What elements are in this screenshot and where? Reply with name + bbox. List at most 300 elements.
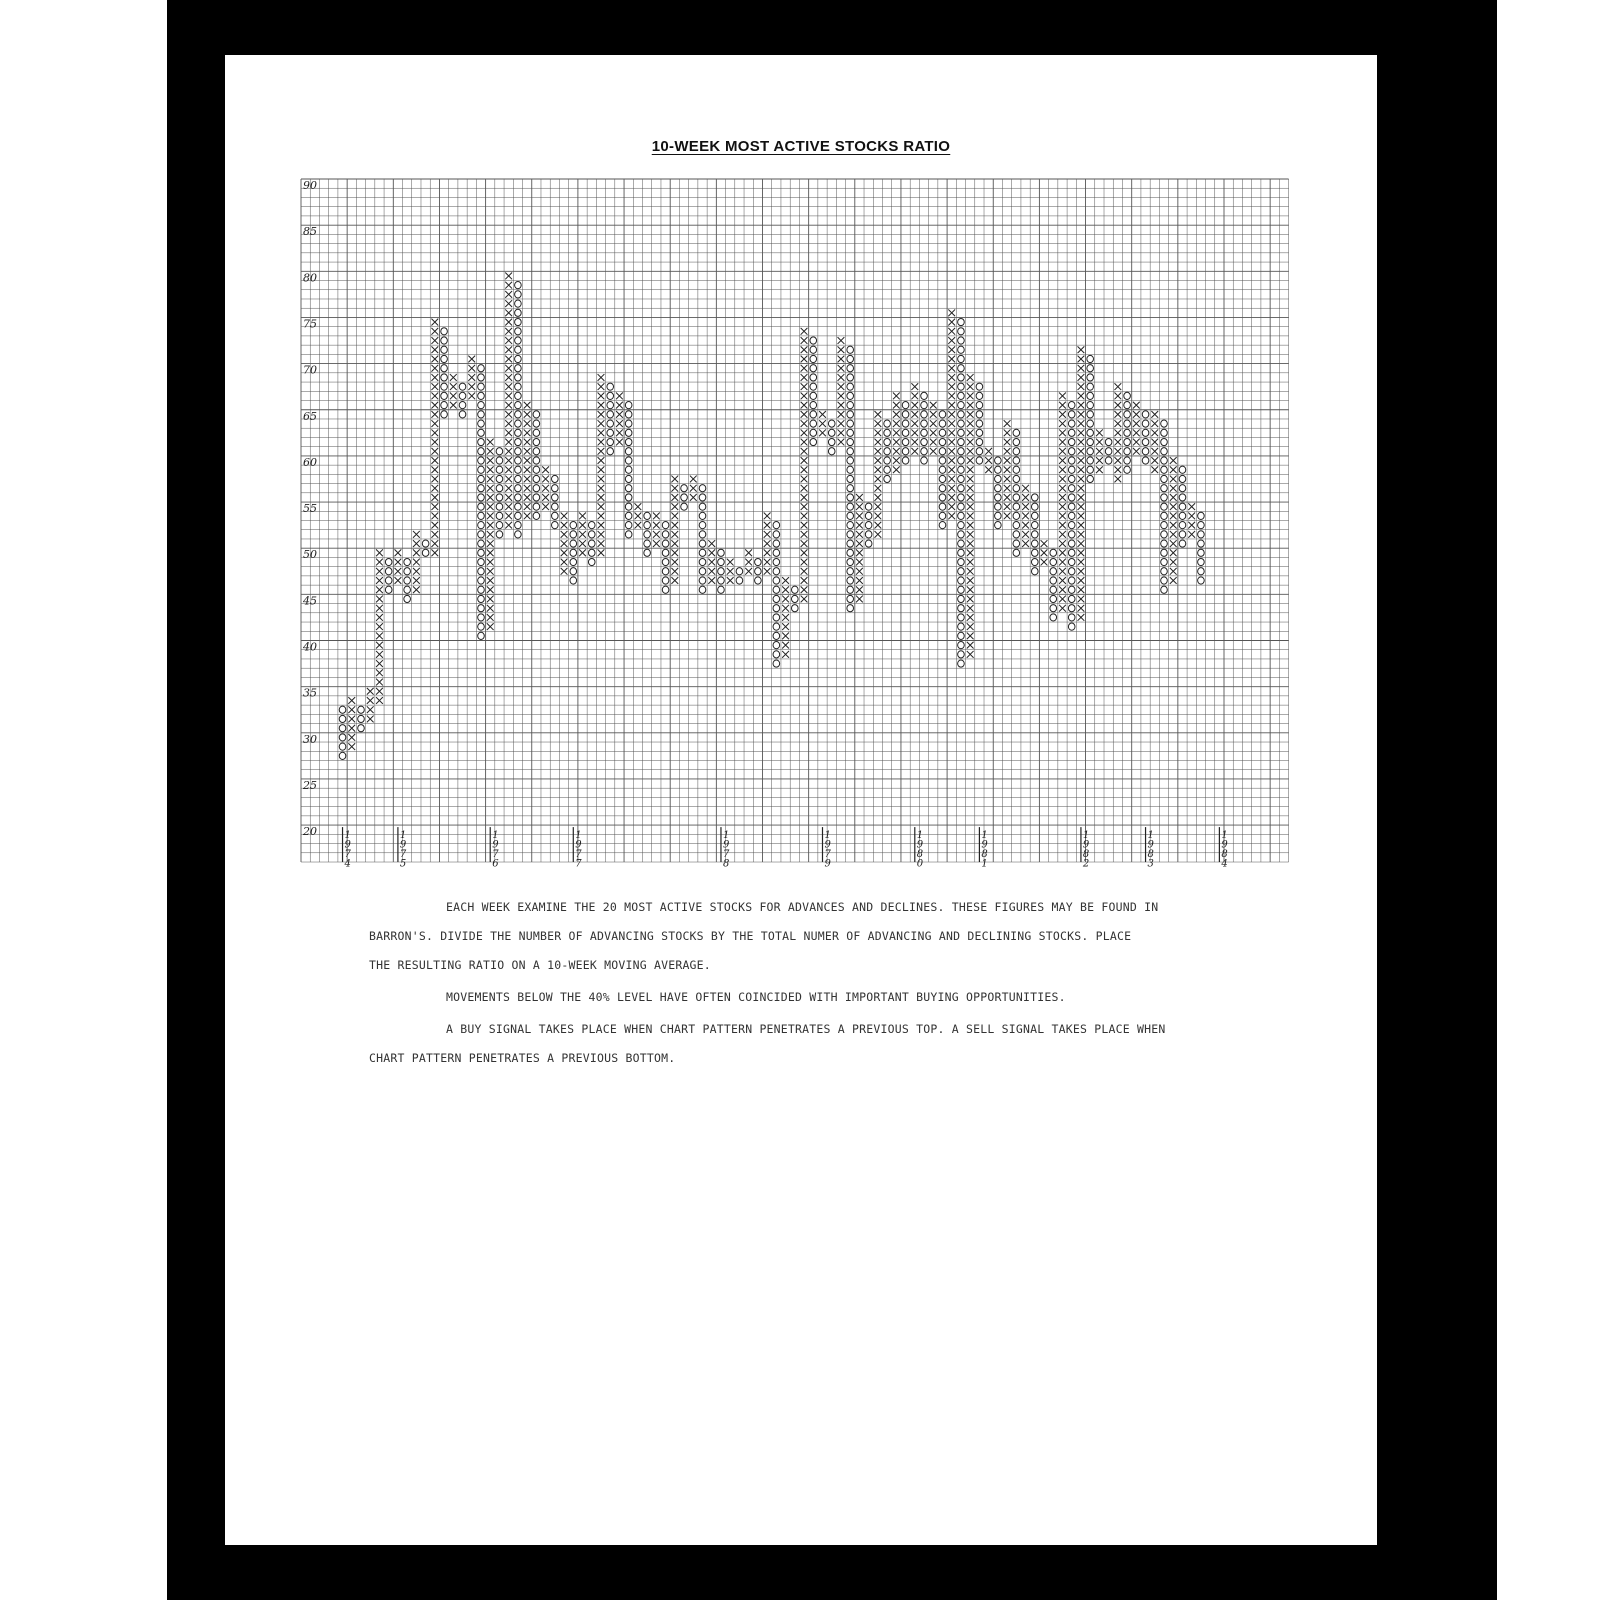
o-mark <box>515 291 522 298</box>
o-mark <box>1031 494 1038 501</box>
year-label-digit: 3 <box>1147 858 1154 870</box>
o-mark <box>773 623 780 630</box>
o-mark <box>478 392 485 399</box>
o-mark <box>552 512 559 519</box>
o-mark <box>515 457 522 464</box>
o-mark <box>515 420 522 427</box>
o-mark <box>847 457 854 464</box>
o-mark <box>1142 448 1149 455</box>
o-mark <box>699 531 706 538</box>
o-mark <box>644 549 651 556</box>
year-label-digit: 1 <box>344 830 351 842</box>
o-mark <box>533 411 540 418</box>
o-mark <box>958 558 965 565</box>
o-mark <box>478 558 485 565</box>
year-label-digit: 1 <box>575 830 582 842</box>
o-mark <box>404 568 411 575</box>
o-mark <box>607 438 614 445</box>
o-mark <box>773 531 780 538</box>
year-label-digit: 0 <box>916 858 924 870</box>
o-mark <box>1179 475 1186 482</box>
o-mark <box>607 402 614 409</box>
year-label-digit: 9 <box>399 839 407 851</box>
o-mark <box>1124 402 1131 409</box>
o-mark <box>1013 503 1020 510</box>
o-mark <box>939 448 946 455</box>
note-line: A BUY SIGNAL TAKES PLACE WHEN CHART PATTERN PENETRATES A PREVIOUS TOP. A SELL SIGNAL TAKES PLACE WHEN <box>446 1022 1166 1036</box>
o-mark <box>478 503 485 510</box>
o-mark <box>773 632 780 639</box>
o-mark <box>1161 429 1168 436</box>
o-mark <box>995 494 1002 501</box>
o-mark <box>958 365 965 372</box>
o-mark <box>773 540 780 547</box>
year-label-digit: 9 <box>492 839 499 851</box>
o-mark <box>1161 522 1168 529</box>
o-mark <box>496 466 503 473</box>
o-mark <box>533 420 540 427</box>
o-mark <box>1161 466 1168 473</box>
o-mark <box>1013 494 1020 501</box>
o-mark <box>1050 614 1057 621</box>
o-mark <box>1142 420 1149 427</box>
o-mark <box>699 540 706 547</box>
o-mark <box>921 411 928 418</box>
o-mark <box>902 457 909 464</box>
o-mark <box>515 411 522 418</box>
o-mark <box>459 402 466 409</box>
o-mark <box>939 503 946 510</box>
o-mark <box>478 438 485 445</box>
o-mark <box>1050 595 1057 602</box>
o-mark <box>459 383 466 390</box>
o-mark <box>958 485 965 492</box>
o-mark <box>570 549 577 556</box>
o-mark <box>847 605 854 612</box>
o-mark <box>1068 531 1075 538</box>
o-mark <box>515 318 522 325</box>
o-mark <box>1068 457 1075 464</box>
o-mark <box>810 365 817 372</box>
y-tick-label: 20 <box>303 825 317 839</box>
o-mark <box>1068 549 1075 556</box>
o-mark <box>1068 503 1075 510</box>
o-mark <box>718 558 725 565</box>
o-mark <box>1087 355 1094 362</box>
o-mark <box>828 420 835 427</box>
o-mark <box>1068 429 1075 436</box>
o-mark <box>1031 522 1038 529</box>
o-mark <box>1068 466 1075 473</box>
chart-title: 10-WEEK MOST ACTIVE STOCKS RATIO <box>651 138 951 155</box>
o-mark <box>1161 586 1168 593</box>
o-mark <box>810 355 817 362</box>
o-mark <box>828 438 835 445</box>
o-mark <box>958 420 965 427</box>
o-mark <box>792 586 799 593</box>
o-mark <box>552 494 559 501</box>
o-mark <box>1068 577 1075 584</box>
o-mark <box>607 383 614 390</box>
o-mark <box>515 346 522 353</box>
o-mark <box>884 420 891 427</box>
o-mark <box>1068 595 1075 602</box>
o-mark <box>792 595 799 602</box>
o-mark <box>1161 457 1168 464</box>
o-mark <box>570 531 577 538</box>
o-mark <box>625 485 632 492</box>
o-mark <box>625 438 632 445</box>
o-mark <box>847 503 854 510</box>
o-mark <box>1013 540 1020 547</box>
y-tick-label: 50 <box>303 548 317 562</box>
o-mark <box>441 346 448 353</box>
o-mark <box>552 503 559 510</box>
o-mark <box>644 540 651 547</box>
y-tick-label: 30 <box>303 732 317 746</box>
o-mark <box>496 448 503 455</box>
o-mark <box>625 522 632 529</box>
o-mark <box>478 374 485 381</box>
o-mark <box>958 337 965 344</box>
o-mark <box>1087 374 1094 381</box>
o-mark <box>385 568 392 575</box>
o-mark <box>958 642 965 649</box>
o-mark <box>1142 411 1149 418</box>
o-mark <box>1068 614 1075 621</box>
o-mark <box>552 475 559 482</box>
year-label-digit: 1 <box>722 830 730 842</box>
o-mark <box>515 392 522 399</box>
o-mark <box>939 429 946 436</box>
o-mark <box>478 512 485 519</box>
year-label-digit: 8 <box>722 858 730 870</box>
o-mark <box>1068 522 1075 529</box>
o-mark <box>1142 429 1149 436</box>
o-mark <box>1198 577 1205 584</box>
year-label-digit: 7 <box>344 849 351 861</box>
o-mark <box>515 355 522 362</box>
o-mark <box>1105 448 1112 455</box>
year-label-digit: 1 <box>492 830 499 842</box>
o-mark <box>515 365 522 372</box>
o-mark <box>607 448 614 455</box>
o-mark <box>1179 466 1186 473</box>
o-mark <box>1179 512 1186 519</box>
o-mark <box>958 605 965 612</box>
note-line: BARRON'S. DIVIDE THE NUMBER OF ADVANCING STOCKS BY THE TOTAL NUMER OF ADVANCING AND DECLINING STOCKS. PLACE <box>369 929 1132 943</box>
o-mark <box>1068 540 1075 547</box>
o-mark <box>588 549 595 556</box>
o-mark <box>958 328 965 335</box>
y-tick-label: 70 <box>303 363 317 377</box>
o-mark <box>1179 503 1186 510</box>
o-mark <box>847 448 854 455</box>
o-mark <box>570 522 577 529</box>
o-mark <box>958 383 965 390</box>
o-mark <box>995 522 1002 529</box>
o-mark <box>1105 438 1112 445</box>
o-mark <box>958 438 965 445</box>
o-mark <box>902 402 909 409</box>
o-mark <box>847 411 854 418</box>
year-label-digit: 6 <box>492 858 499 870</box>
o-mark <box>496 457 503 464</box>
y-tick-label: 35 <box>303 686 317 700</box>
o-mark <box>773 522 780 529</box>
o-mark <box>958 632 965 639</box>
o-mark <box>1013 448 1020 455</box>
o-mark <box>1068 558 1075 565</box>
o-mark <box>552 485 559 492</box>
o-mark <box>441 374 448 381</box>
o-mark <box>496 522 503 529</box>
o-mark <box>515 309 522 316</box>
o-mark <box>958 475 965 482</box>
o-mark <box>773 577 780 584</box>
o-mark <box>958 448 965 455</box>
o-mark <box>958 595 965 602</box>
o-mark <box>939 438 946 445</box>
o-mark <box>441 328 448 335</box>
o-mark <box>773 660 780 667</box>
year-label-digit: 7 <box>575 858 582 870</box>
o-mark <box>902 438 909 445</box>
o-mark <box>847 438 854 445</box>
o-mark <box>1124 392 1131 399</box>
y-tick-label: 80 <box>303 271 317 285</box>
o-mark <box>976 429 983 436</box>
o-mark <box>644 531 651 538</box>
o-mark <box>1068 568 1075 575</box>
o-mark <box>847 522 854 529</box>
year-label-digit: 4 <box>1221 858 1228 870</box>
o-mark <box>921 438 928 445</box>
o-mark <box>1087 365 1094 372</box>
o-mark <box>588 522 595 529</box>
o-mark <box>699 549 706 556</box>
o-mark <box>958 623 965 630</box>
o-mark <box>755 568 762 575</box>
o-mark <box>478 448 485 455</box>
o-mark <box>847 383 854 390</box>
o-mark <box>958 402 965 409</box>
o-mark <box>995 503 1002 510</box>
year-label-digit: 9 <box>344 839 351 851</box>
o-mark <box>958 531 965 538</box>
o-mark <box>1198 540 1205 547</box>
o-mark <box>773 568 780 575</box>
o-mark <box>958 457 965 464</box>
o-mark <box>718 568 725 575</box>
o-mark <box>773 651 780 658</box>
o-mark <box>515 282 522 289</box>
note-line: CHART PATTERN PENETRATES A PREVIOUS BOTTOM. <box>369 1051 676 1065</box>
o-mark <box>1050 605 1057 612</box>
o-mark <box>515 503 522 510</box>
o-mark <box>441 337 448 344</box>
o-mark <box>1068 494 1075 501</box>
o-mark <box>1031 558 1038 565</box>
o-mark <box>939 475 946 482</box>
year-label-digit: 9 <box>1082 839 1090 851</box>
o-mark <box>792 605 799 612</box>
o-mark <box>958 577 965 584</box>
o-mark <box>958 540 965 547</box>
o-mark <box>847 494 854 501</box>
o-mark <box>404 577 411 584</box>
o-mark <box>533 438 540 445</box>
o-mark <box>810 392 817 399</box>
o-mark <box>1179 494 1186 501</box>
o-mark <box>1087 411 1094 418</box>
year-label-digit: 7 <box>824 849 831 861</box>
o-mark <box>902 429 909 436</box>
o-mark <box>441 355 448 362</box>
o-mark <box>1068 623 1075 630</box>
o-mark <box>699 522 706 529</box>
o-mark <box>1198 549 1205 556</box>
o-mark <box>1161 531 1168 538</box>
o-mark <box>570 577 577 584</box>
y-tick-label: 90 <box>303 179 317 192</box>
o-mark <box>478 531 485 538</box>
o-mark <box>939 420 946 427</box>
o-mark <box>847 531 854 538</box>
o-mark <box>478 402 485 409</box>
o-mark <box>1161 558 1168 565</box>
o-mark <box>995 457 1002 464</box>
o-mark <box>1179 522 1186 529</box>
o-mark <box>1087 466 1094 473</box>
o-mark <box>976 438 983 445</box>
o-mark <box>884 429 891 436</box>
year-label-digit: 2 <box>1082 858 1090 870</box>
o-mark <box>1031 540 1038 547</box>
o-mark <box>736 577 743 584</box>
o-mark <box>902 411 909 418</box>
paper-page <box>225 55 1377 1545</box>
year-label-digit: 4 <box>344 858 351 870</box>
o-mark <box>681 485 688 492</box>
o-mark <box>1068 586 1075 593</box>
year-label-digit: 1 <box>916 830 924 842</box>
o-mark <box>625 420 632 427</box>
o-mark <box>810 420 817 427</box>
o-mark <box>976 457 983 464</box>
o-mark <box>699 512 706 519</box>
o-mark <box>1031 549 1038 556</box>
o-mark <box>515 448 522 455</box>
o-mark <box>478 623 485 630</box>
instructions-text <box>369 893 1249 1073</box>
o-mark <box>884 466 891 473</box>
o-mark <box>958 494 965 501</box>
o-mark <box>625 466 632 473</box>
year-label-digit: 5 <box>399 858 407 870</box>
o-mark <box>625 411 632 418</box>
year-label-digit: 8 <box>1147 849 1154 861</box>
o-mark <box>718 586 725 593</box>
o-mark <box>496 512 503 519</box>
o-mark <box>1013 466 1020 473</box>
o-mark <box>607 429 614 436</box>
o-mark <box>1161 485 1168 492</box>
o-mark <box>958 411 965 418</box>
o-mark <box>533 512 540 519</box>
o-mark <box>1124 420 1131 427</box>
o-mark <box>1013 429 1020 436</box>
o-mark <box>847 540 854 547</box>
o-mark <box>607 411 614 418</box>
o-mark <box>515 438 522 445</box>
o-mark <box>958 503 965 510</box>
o-mark <box>1161 540 1168 547</box>
o-mark <box>773 605 780 612</box>
o-mark <box>847 402 854 409</box>
o-mark <box>1013 549 1020 556</box>
o-mark <box>625 448 632 455</box>
o-mark <box>533 448 540 455</box>
o-mark <box>1142 457 1149 464</box>
o-mark <box>810 374 817 381</box>
y-tick-label: 60 <box>303 455 317 469</box>
o-mark <box>662 522 669 529</box>
o-mark <box>1179 485 1186 492</box>
year-label-digit: 9 <box>916 839 924 851</box>
o-mark <box>958 466 965 473</box>
o-mark <box>588 558 595 565</box>
o-mark <box>625 457 632 464</box>
year-label-digit: 7 <box>722 849 730 861</box>
o-mark <box>339 715 346 722</box>
o-mark <box>773 586 780 593</box>
o-mark <box>1161 549 1168 556</box>
o-mark <box>995 512 1002 519</box>
o-mark <box>533 475 540 482</box>
o-mark <box>699 577 706 584</box>
o-mark <box>865 512 872 519</box>
o-mark <box>921 429 928 436</box>
o-mark <box>699 586 706 593</box>
o-mark <box>1068 512 1075 519</box>
year-label-digit: 9 <box>824 839 831 851</box>
o-mark <box>958 651 965 658</box>
o-mark <box>441 365 448 372</box>
o-mark <box>533 466 540 473</box>
o-mark <box>478 605 485 612</box>
o-mark <box>1124 457 1131 464</box>
o-mark <box>884 457 891 464</box>
o-mark <box>478 485 485 492</box>
o-mark <box>478 577 485 584</box>
o-mark <box>1068 475 1075 482</box>
o-mark <box>515 494 522 501</box>
o-mark <box>478 522 485 529</box>
o-mark <box>958 586 965 593</box>
o-mark <box>1031 531 1038 538</box>
o-mark <box>515 383 522 390</box>
o-mark <box>1013 485 1020 492</box>
o-mark <box>1087 448 1094 455</box>
o-mark <box>1198 568 1205 575</box>
o-mark <box>588 540 595 547</box>
o-mark <box>1179 531 1186 538</box>
o-mark <box>570 540 577 547</box>
o-mark <box>939 522 946 529</box>
o-mark <box>1087 383 1094 390</box>
o-mark <box>625 475 632 482</box>
